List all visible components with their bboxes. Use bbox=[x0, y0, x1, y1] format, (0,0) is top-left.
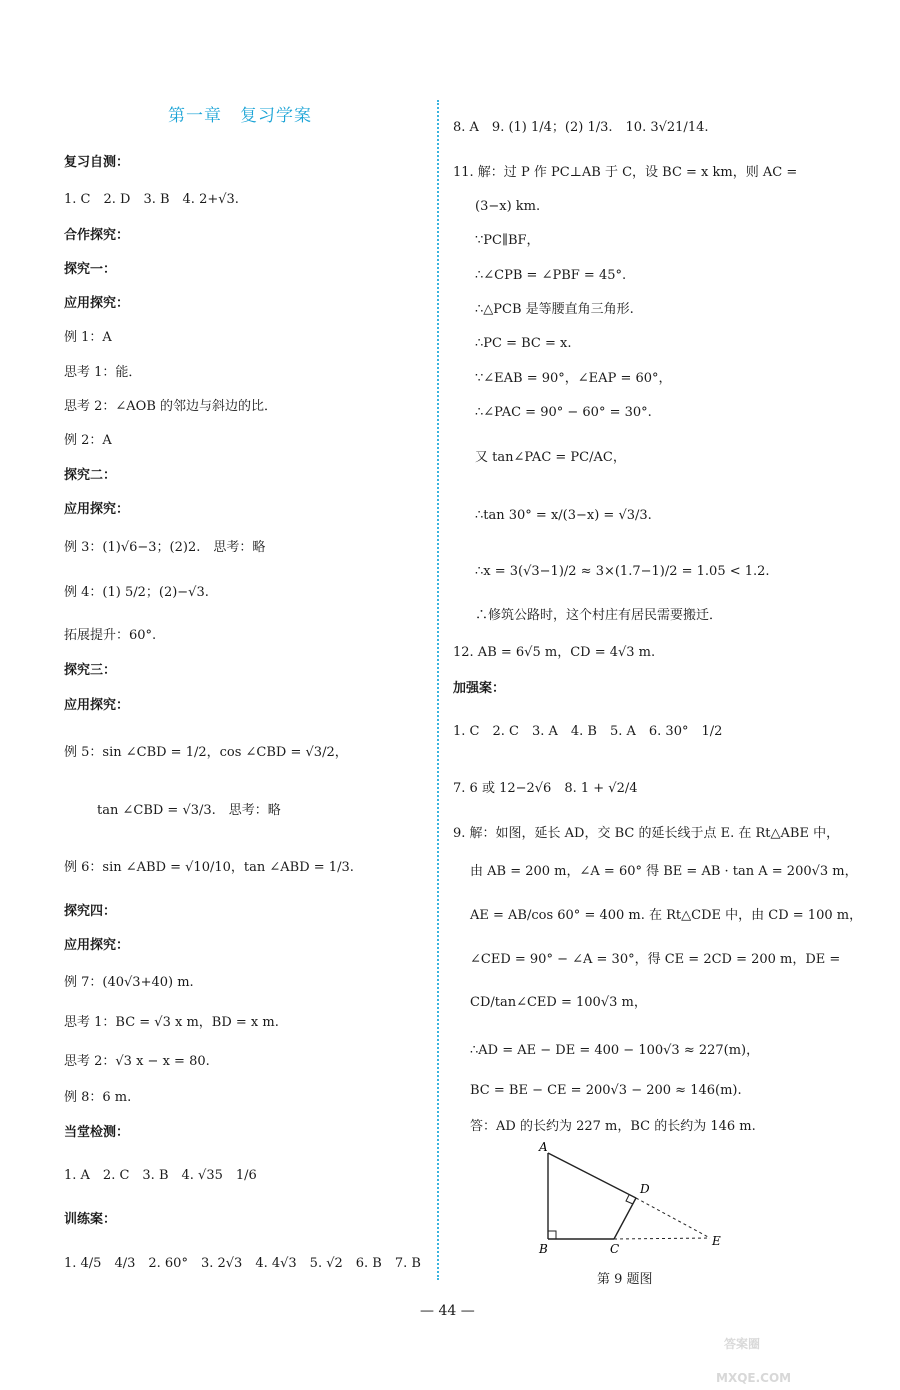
right-line: ∠CED = 90° − ∠A = 30°，得 CE = 2CD = 200 m，DE = bbox=[470, 952, 841, 967]
segment-ad bbox=[548, 1153, 636, 1198]
left-line: 复习自测： bbox=[64, 155, 130, 170]
left-line: 应用探究： bbox=[64, 502, 130, 517]
left-line: 思考 1：BC = √3 x m，BD = x m. bbox=[64, 1015, 279, 1030]
right-line: 又 tan∠PAC = PC/AC， bbox=[475, 450, 626, 465]
right-line: 1. C 2. C 3. A 4. B 5. A 6. 30° 1/2 bbox=[453, 724, 723, 739]
label-a: A bbox=[539, 1140, 548, 1154]
left-line: 思考 2：√3 x − x = 80. bbox=[64, 1054, 210, 1069]
left-line: 例 7：(40√3+40) m. bbox=[64, 975, 194, 990]
right-line: ∴AD = AE − DE = 400 − 100√3 ≈ 227(m)， bbox=[470, 1043, 760, 1058]
right-line: 12. AB = 6√5 m，CD = 4√3 m. bbox=[453, 645, 656, 660]
left-line: 1. C 2. D 3. B 4. 2+√3. bbox=[64, 192, 239, 207]
right-line: ∵∠EAB = 90°，∠EAP = 60°， bbox=[475, 371, 672, 386]
column-divider bbox=[437, 100, 439, 1280]
left-line: 应用探究： bbox=[64, 296, 130, 311]
problem-9-figure bbox=[530, 1135, 730, 1275]
right-line: ∴tan 30° = x/(3−x) = √3/3. bbox=[475, 508, 652, 523]
left-line: 应用探究： bbox=[64, 698, 130, 713]
right-line: ∴PC = BC = x. bbox=[475, 336, 572, 351]
left-line: 探究三： bbox=[64, 663, 117, 678]
right-line: 由 AB = 200 m，∠A = 60° 得 BE = AB · tan A = 200√3 m， bbox=[470, 864, 858, 879]
left-line: 例 6：sin ∠ABD = √10/10，tan ∠ABD = 1/3. bbox=[64, 860, 354, 875]
left-line: 训练案： bbox=[64, 1212, 117, 1227]
left-line: 1. A 2. C 3. B 4. √35 1/6 bbox=[64, 1168, 257, 1183]
right-line: 8. A 9. (1) 1/4；(2) 1/3. 10. 3√21/14. bbox=[453, 120, 709, 135]
label-c: C bbox=[610, 1242, 620, 1256]
figure-caption: 第 9 题图 bbox=[597, 1272, 653, 1287]
left-line: 例 5：sin ∠CBD = 1/2，cos ∠CBD = √3/2， bbox=[64, 745, 348, 760]
right-line: 11. 解：过 P 作 PC⊥AB 于 C，设 BC = x km，则 AC = bbox=[453, 165, 798, 180]
left-line: 应用探究： bbox=[64, 938, 130, 953]
right-line: ∴修筑公路时，这个村庄有居民需要搬迁． bbox=[475, 608, 723, 623]
left-line: tan ∠CBD = √3/3. 思考：略 bbox=[97, 803, 281, 818]
right-line: ∴∠PAC = 90° − 60° = 30°. bbox=[475, 405, 652, 420]
right-line: ∴∠CPB = ∠PBF = 45°. bbox=[475, 268, 627, 283]
right-line: 答：AD 的长约为 227 m，BC 的长约为 146 m. bbox=[470, 1119, 756, 1134]
right-line: AE = AB/cos 60° = 400 m. 在 Rt△CDE 中，由 CD = 100 m， bbox=[470, 908, 863, 923]
label-e: E bbox=[712, 1234, 721, 1248]
segment-de-dashed bbox=[636, 1198, 710, 1238]
right-line: 9. 解：如图，延长 AD，交 BC 的延长线于点 E. 在 Rt△ABE 中， bbox=[453, 826, 840, 841]
left-line: 例 2：A bbox=[64, 433, 112, 448]
right-line: 加强案： bbox=[453, 681, 506, 696]
label-d: D bbox=[640, 1182, 650, 1196]
left-line: 例 4：(1) 5/2；(2)−√3. bbox=[64, 585, 209, 600]
left-line: 合作探究： bbox=[64, 228, 130, 243]
left-line: 1. 4/5 4/3 2. 60° 3. 2√3 4. 4√3 5. √2 6. B 7. B bbox=[64, 1256, 421, 1271]
left-line: 探究一： bbox=[64, 262, 117, 277]
label-b: B bbox=[539, 1242, 548, 1256]
watermark-logo bbox=[706, 1306, 896, 1386]
right-line: ∴△PCB 是等腰直角三角形. bbox=[475, 302, 634, 317]
chapter-title: 第一章 复习学案 bbox=[168, 106, 312, 126]
left-line: 思考 1：能． bbox=[64, 365, 142, 380]
right-angle-b bbox=[548, 1231, 556, 1239]
right-line: (3−x) km. bbox=[475, 199, 541, 214]
right-line: ∴x = 3(√3−1)/2 ≈ 3×(1.7−1)/2 = 1.05 < 1.2. bbox=[475, 564, 770, 579]
left-line: 探究二： bbox=[64, 468, 117, 483]
left-line: 例 1：A bbox=[64, 330, 112, 345]
right-line: BC = BE − CE = 200√3 − 200 ≈ 146(m). bbox=[470, 1083, 742, 1098]
left-line: 例 3：(1)√6−3；(2)2. 思考：略 bbox=[64, 540, 266, 555]
left-line: 当堂检测： bbox=[64, 1125, 130, 1140]
segment-ce-dashed bbox=[614, 1238, 710, 1239]
right-line: ∵PC∥BF， bbox=[475, 233, 540, 248]
left-line: 思考 2：∠AOB 的邻边与斜边的比． bbox=[64, 399, 278, 414]
left-line: 例 8：6 m. bbox=[64, 1090, 132, 1105]
right-line: 7. 6 或 12−2√6 8. 1 + √2/4 bbox=[453, 781, 638, 796]
left-line: 探究四： bbox=[64, 904, 117, 919]
watermark-top: 答案圈 bbox=[724, 1337, 761, 1351]
left-line: 拓展提升：60°. bbox=[64, 628, 157, 643]
watermark-bottom: MXQE.COM bbox=[716, 1371, 792, 1385]
page-number: — 44 — bbox=[420, 1303, 475, 1319]
right-line: CD/tan∠CED = 100√3 m， bbox=[470, 995, 647, 1010]
